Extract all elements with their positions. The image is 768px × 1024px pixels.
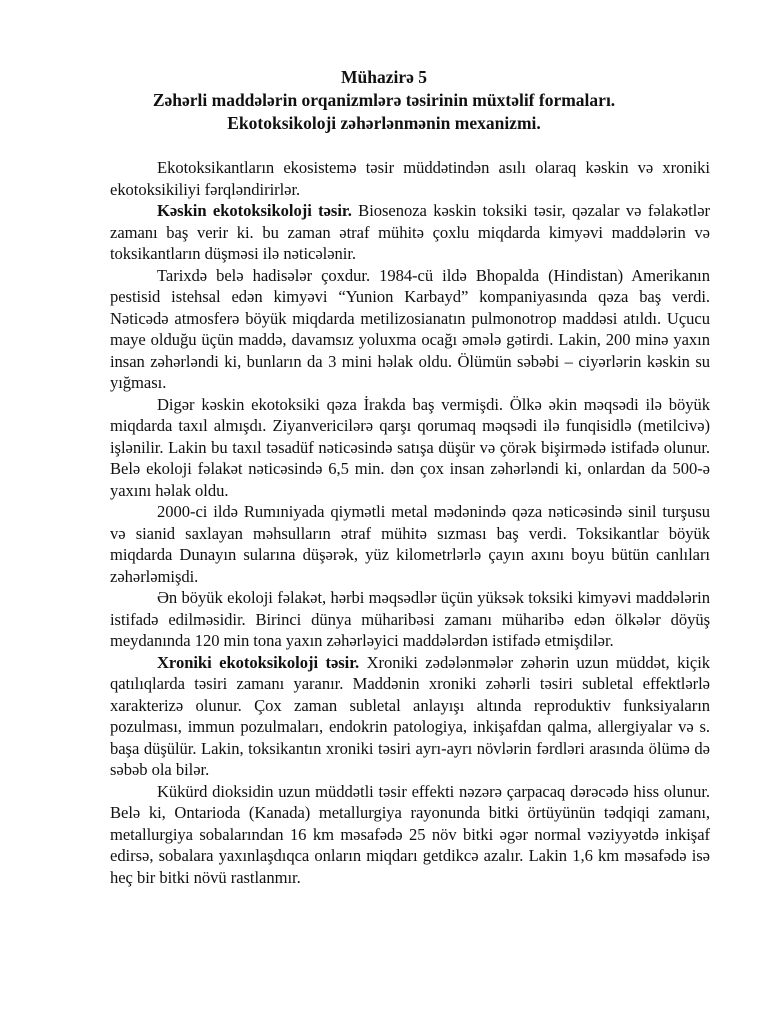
paragraph-text: 2000-ci ildə Rumıniyada qiymətli metal mədənində qəza nəticəsində sinil turşusu və sianid saxlayan məhsulların ətraf mühitə sızması baş verdi. Toksikantlar böyük miqdarda Dunayın sularına düşərək, yüz kilometrlərlə çayın axını boyu bütün canlıları zəhərləmişdi. <box>110 502 710 586</box>
paragraph-text: Tarixdə belə hadisələr çoxdur. 1984-cü ildə Bhopalda (Hindistan) Amerikanın pestisid istehsal edən kimyəvi “Yunion Karbayd” kompaniyasında qəza baş verdi. Nəticədə atmosferə böyük miqdarda metilizosianatın pulmonotrop maddəsi atıldı. Uçucu maye olduğu üçün maddə, davamsız yoluxma ocağı əmələ gətirdi. Lakin, 200 minə yaxın insan zəhərləndi ki, bunların da 3 mini həlak oldu. Ölümün səbəbi – ciyərlərin kəskin su yığması. <box>110 265 710 392</box>
lecture-number: Mühazirə 5 <box>340 67 428 87</box>
section-lead-acute: Kəskin ekotoksikoloji təsir. <box>157 201 352 220</box>
document-body <box>110 157 710 888</box>
paragraph-military <box>110 587 710 652</box>
paragraph-text: Xroniki zədələnmələr zəhərin uzun müddət, kiçik qatılıqlarda təsiri zamanı yaranır. Maddənin xroniki zəhərli təsiri subletal effektlərlə xarakterizə olunur. Çox zaman subletal anlayışı altında reproduktiv funksiyaların pozulması, immun pozulmaları, endokrin patologiya, inkişafdan qalma, allergiyalar və s. başa düşülür. Lakin, toksikantın xroniki təsiri ayrı-ayrı növlərin fərdləri arasında ölümə də səbəb ola bilər. <box>110 652 711 779</box>
title-line-2: Ekotoksikoloji zəhərlənmənin mexanizmi. <box>227 113 541 133</box>
paragraph-intro <box>110 157 710 200</box>
paragraph-text: Digər kəskin ekotoksiki qəza İrakda baş vermişdi. Ölkə əkin məqsədi ilə böyük miqdarda taxıl almışdı. Ziyanvericilərə qarşı qorumaq məqsədi ilə funqisidlə (metilcivə) işlənilir. Lakin bu taxıl təsadüf nəticəsində satışa düşür və çörək bişirmədə istifadə olunur. Belə ekoloji fəlakət nəticəsində 6,5 min. dən çox insan zəhərləndi ki, onlardan da 500-ə yaxını həlak oldu. <box>110 394 710 500</box>
paragraph-text: Ekotoksikantların ekosistemə təsir müddətindən asılı olaraq kəskin və xroniki ekotoksikiliyi fərqləndirirlər. <box>110 158 710 199</box>
paragraph-text: Ən böyük ekoloji fəlakət, hərbi məqsədlər üçün yüksək toksiki kimyəvi maddələrin istifadə edilməsidir. Birinci dünya müharibəsi zamanı müharibə edən ölkələr döyüş meydanında 120 min tona yaxın zəhərləyici maddələrdən istifadə etmişdilər. <box>110 588 710 650</box>
paragraph-acute <box>110 200 710 265</box>
document-heading <box>0 66 768 135</box>
paragraph-iraq <box>110 394 710 502</box>
paragraph-romania <box>110 501 710 587</box>
paragraph-chronic <box>110 652 710 781</box>
section-lead-chronic: Xroniki ekotoksikoloji təsir. <box>157 652 360 672</box>
paragraph-bhopal <box>110 265 710 394</box>
title-line-1: Zəhərli maddələrin orqanizmlərə təsirinin müxtəlif formaları. <box>152 90 616 110</box>
paragraph-text: Biosenoza kəskin toksiki təsir, qəzalar və fəlakətlər zamanı baş verir ki. bu zaman ətraf mühitə çoxlu miqdarda kimyəvi maddələrin və toksikantların düşməsi ilə nəticələnir. <box>110 201 710 263</box>
paragraph-sulfur <box>110 781 710 889</box>
paragraph-text: Kükürd dioksidin uzun müddətli təsir effekti nəzərə çarpacaq dərəcədə hiss olunur. Belə ki, Ontarioda (Kanada) metallurgiya rayonunda bitki örtüyünün tədqiqi zamanı, metallurgiya sobalarından 16 km məsafədə 25 növ bitki əgər normal vəziyyətdə inkişaf edirsə, sobalara yaxınlaşdıqca onların miqdarı getdikcə azalır. Lakin 1,6 km məsafədə isə heç bir bitki növü rastlanmır. <box>110 781 710 887</box>
